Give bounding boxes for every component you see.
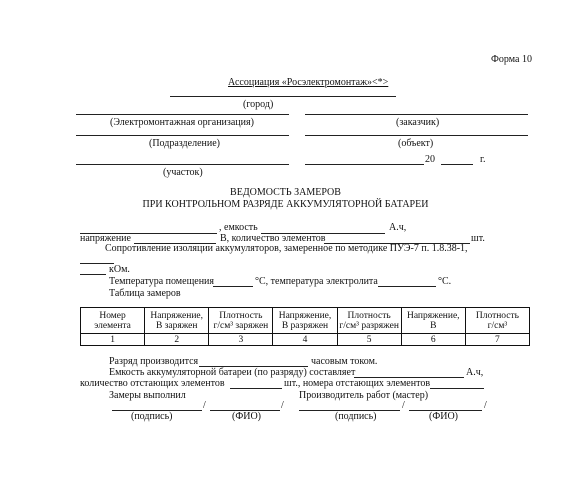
voltage-label: напряжение [80,233,131,244]
table-header-row [81,308,530,334]
section-caption: (участок) [163,167,203,178]
remaining-numbers-label: шт., номера отстающих элементов [284,378,431,389]
measured-fio-caption: (ФИО) [232,411,262,422]
section-line [76,164,289,165]
remaining-count-line [230,388,282,389]
capacity-discharge-label: Емкость аккумуляторной батареи (по разряду) составляет [109,367,356,378]
electrolyte-temp-label: °С, температура электролита [255,276,378,287]
form-label: Форма 10 [491,54,532,65]
doc-title-line1: ВЕДОМОСТЬ ЗАМЕРОВ [230,187,341,198]
slash: / [203,400,206,411]
capacity-label: , емкость [219,222,258,233]
number-cell: 7 [465,334,529,346]
header-cell: Плотность г/см³ разряжен [337,308,401,334]
slash: / [484,400,487,411]
header-cell: Напряжение, В разряжен [273,308,337,334]
table-title: Таблица замеров [109,288,181,299]
city-caption: (город) [243,99,274,110]
discharge-label: Разряд производится [109,356,199,367]
current-label: часовым током. [311,356,378,367]
header-cell: Плотность г/см³ заряжен [209,308,273,334]
measured-signature-caption: (подпись) [131,411,173,422]
room-temp-line [213,286,253,287]
number-cell: 3 [209,334,273,346]
remaining-numbers-line [430,388,484,389]
city-line [170,96,396,97]
doc-title-line2: ПРИ КОНТРОЛЬНОМ РАЗРЯДЕ АККУМУЛЯТОРНОЙ БАТАРЕИ [142,199,429,210]
number-cell: 1 [81,334,145,346]
org-line [76,114,289,115]
pcs-unit: шт. [471,233,485,244]
room-temp-label: Температура помещения [109,276,215,287]
table-number-row [81,334,530,346]
number-cell: 6 [401,334,465,346]
remaining-label: количество отстающих элементов [80,378,225,389]
capacity-discharge-unit: А.ч, [466,367,484,378]
capacity-unit: А.ч, [389,222,407,233]
kohm-line [80,274,106,275]
customer-caption: (заказчик) [396,117,440,128]
header-cell: Напряжение, В [401,308,465,334]
header-cell: Плотность г/см³ [465,308,529,334]
electrolyte-temp-line [378,286,436,287]
slash: / [281,400,284,411]
customer-line [305,114,528,115]
kohm-unit: кОм. [109,264,130,275]
org-caption: (Электромонтажная организация) [110,117,254,128]
year-line [441,164,473,165]
foreman-label: Производитель работ (мастер) [299,390,429,401]
date-line [305,164,424,165]
slash: / [402,400,405,411]
measurement-table [80,307,530,346]
subdivision-line [76,135,289,136]
number-cell: 5 [337,334,401,346]
foreman-fio-caption: (ФИО) [429,411,459,422]
temp-unit: °С. [438,276,452,287]
subdivision-caption: (Подразделение) [149,138,220,149]
association-name: Ассоциация «Росэлектромонтаж»<*> [228,77,389,88]
header-cell: Напряжение, В заряжен [145,308,209,334]
year-prefix: 20 [425,154,435,165]
insulation-text: Сопротивление изоляции аккумуляторов, замеренное по методике ПУЭ-7 п. 1.8.38-1, [105,243,468,254]
header-cell: Номер элемента [81,308,145,334]
foreman-signature-caption: (подпись) [335,411,377,422]
year-suffix: г. [480,154,486,165]
object-line [305,135,528,136]
volts-count-label: В, количество элементов [220,233,326,244]
number-cell: 4 [273,334,337,346]
measured-by-label: Замеры выполнил [109,390,186,401]
object-caption: (объект) [398,138,434,149]
number-cell: 2 [145,334,209,346]
